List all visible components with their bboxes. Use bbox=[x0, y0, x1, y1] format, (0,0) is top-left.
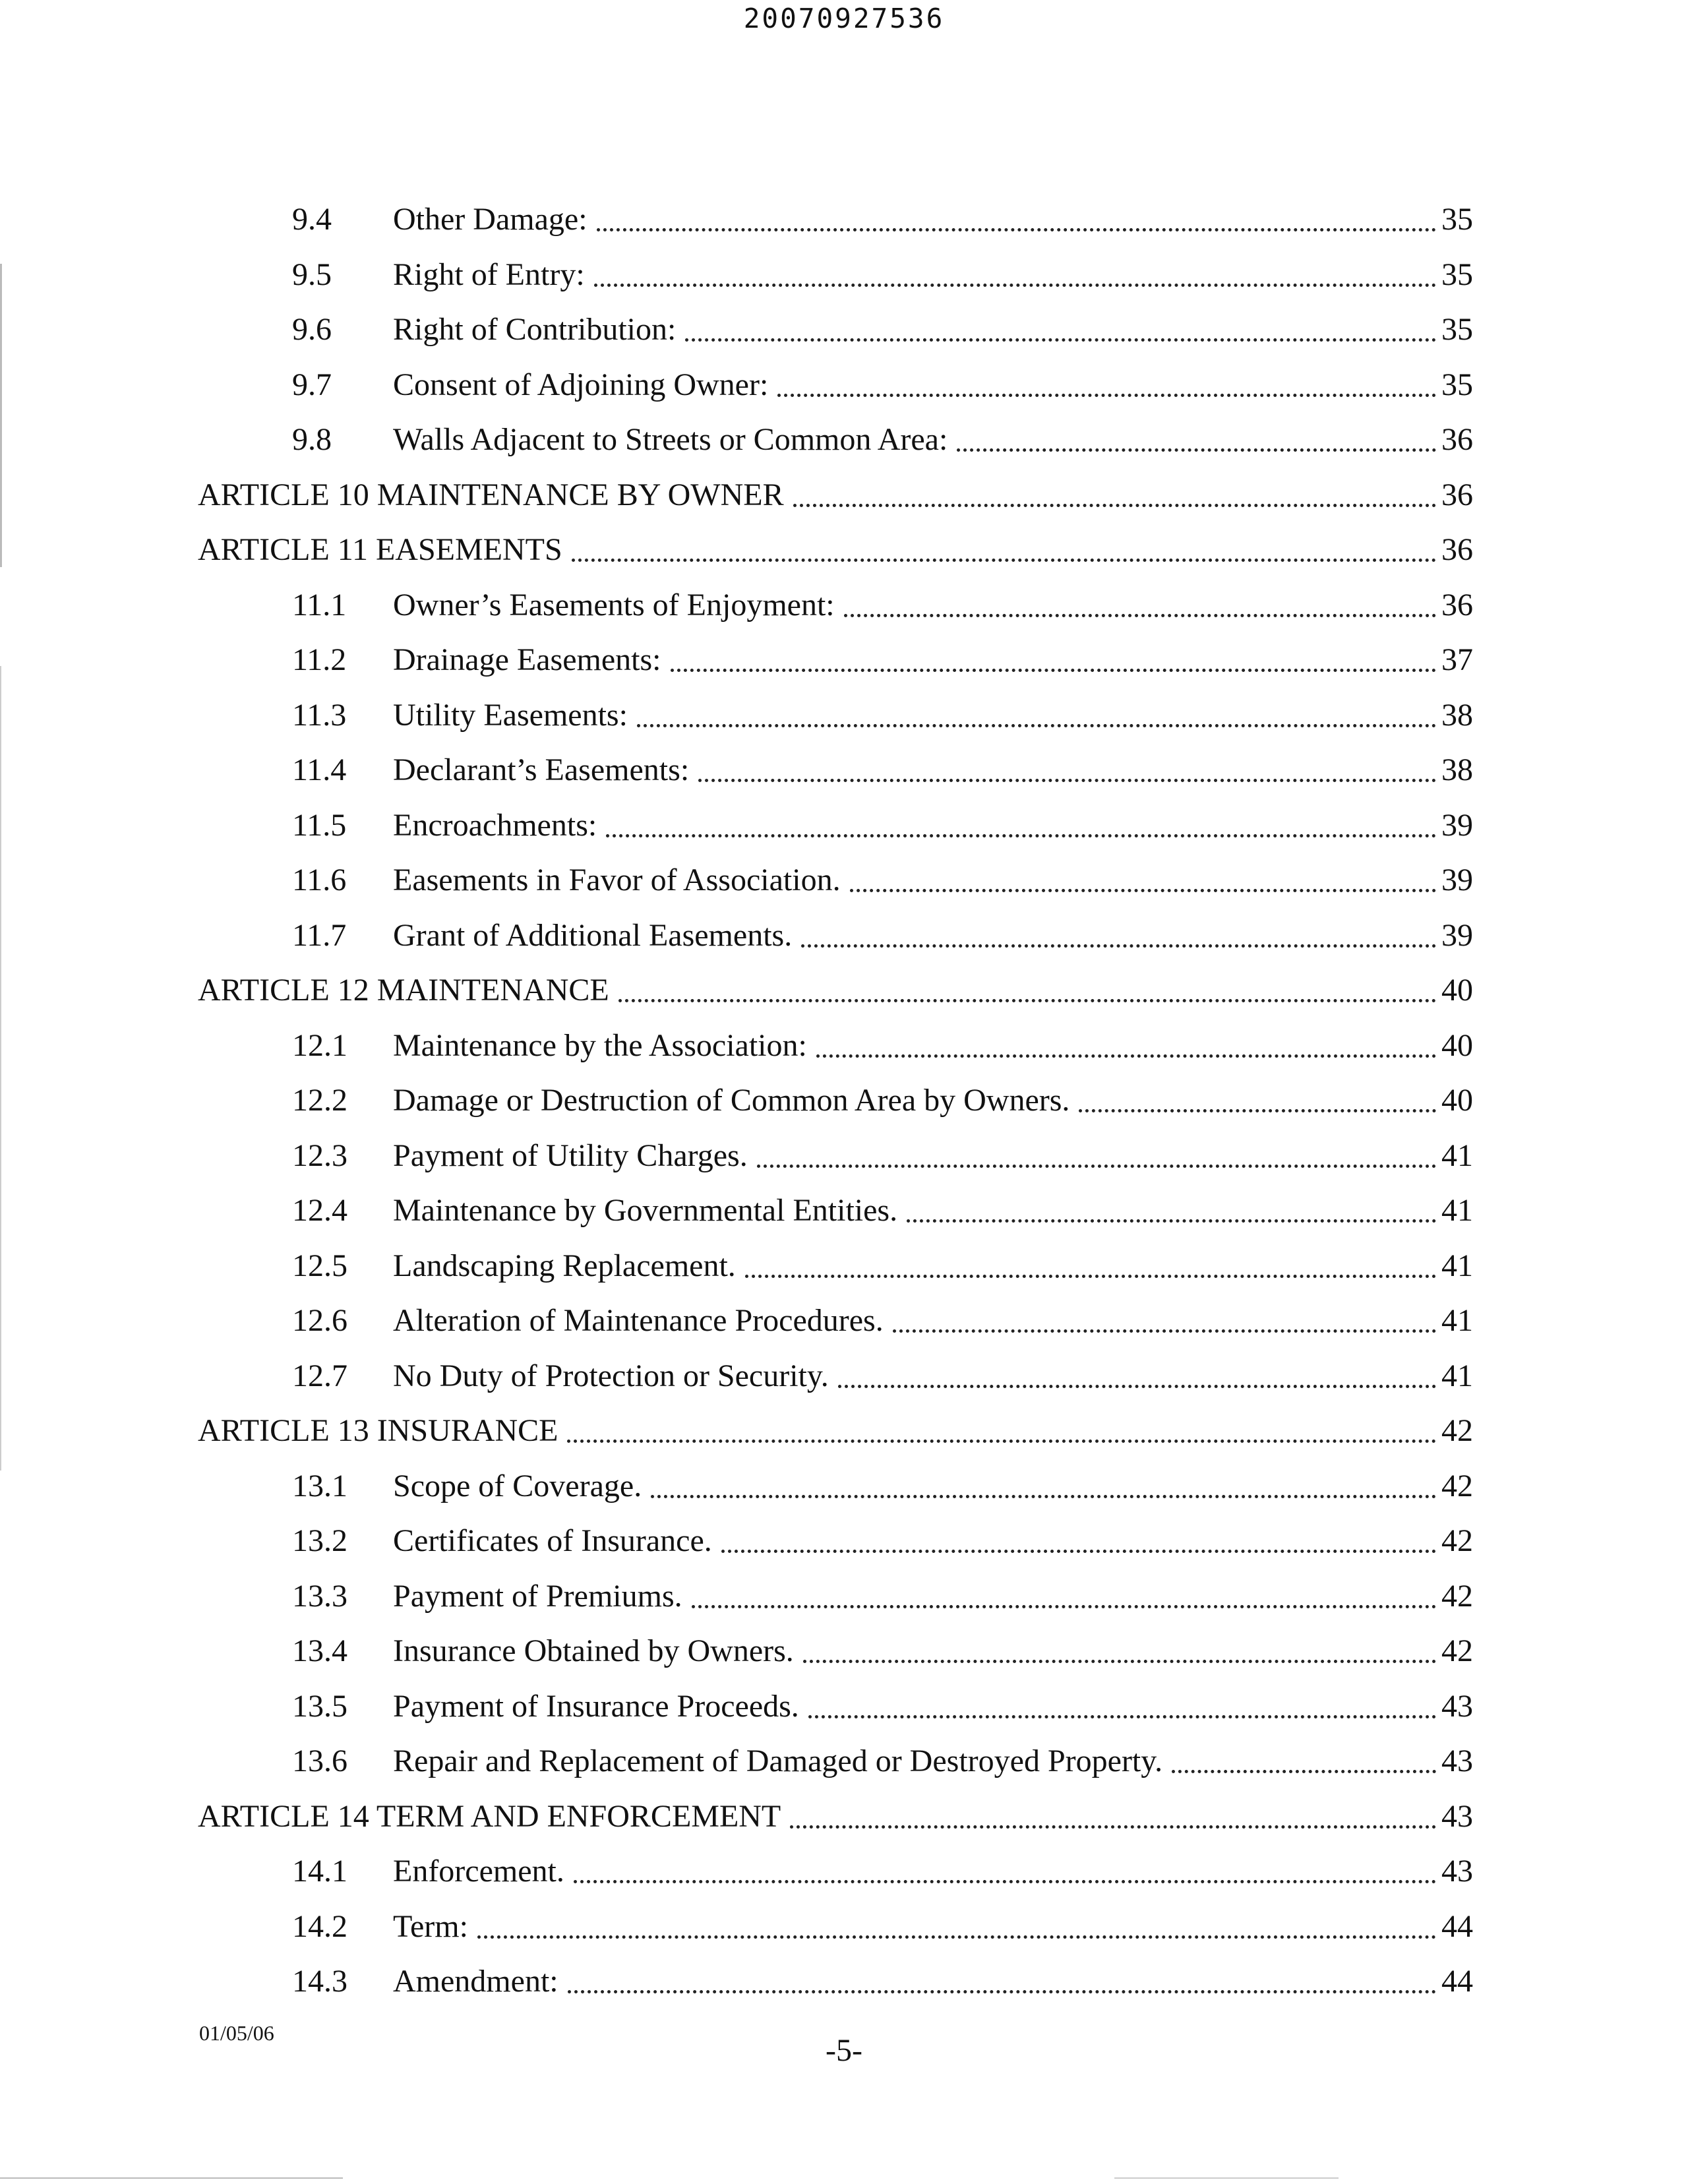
toc-page-number: 42 bbox=[1441, 1578, 1473, 1614]
scan-edge-mark bbox=[0, 666, 1, 1471]
toc-section-number: 11.7 bbox=[292, 917, 347, 953]
toc-entry-line bbox=[393, 1578, 1473, 1614]
dot-leader bbox=[838, 1385, 1436, 1388]
dot-leader bbox=[1172, 1770, 1436, 1773]
toc-section-number: 9.4 bbox=[292, 202, 332, 237]
toc-page-number: 39 bbox=[1441, 917, 1473, 953]
dot-leader bbox=[477, 1935, 1436, 1939]
toc-entry-title: Grant of Additional Easements. bbox=[393, 917, 793, 953]
scan-edge-mark bbox=[0, 2177, 343, 2179]
toc-entry-line bbox=[393, 1138, 1473, 1174]
toc-entry-title: Enforcement. bbox=[393, 1854, 564, 1889]
toc-page-number: 38 bbox=[1441, 752, 1473, 787]
toc-entry-title: Maintenance by the Association: bbox=[393, 1027, 807, 1063]
toc-section-number: 12.4 bbox=[292, 1193, 347, 1228]
toc-page-number: 41 bbox=[1441, 1193, 1473, 1228]
toc-section-row bbox=[0, 917, 1688, 965]
toc-page-number: 41 bbox=[1441, 1138, 1473, 1173]
toc-section-number: 13.5 bbox=[292, 1688, 347, 1724]
toc-entry-line bbox=[393, 697, 1473, 733]
toc-page-number: 36 bbox=[1441, 477, 1473, 512]
toc-section-row bbox=[0, 1578, 1688, 1625]
toc-entry-line bbox=[393, 311, 1473, 348]
toc-entry-line bbox=[198, 1412, 1473, 1449]
toc-page-number: 43 bbox=[1441, 1798, 1473, 1834]
toc-page-number: 39 bbox=[1441, 863, 1473, 897]
dot-leader bbox=[790, 1825, 1436, 1829]
toc-section-number: 13.2 bbox=[292, 1523, 347, 1558]
toc-section-row bbox=[0, 257, 1688, 304]
toc-entry-line bbox=[393, 1027, 1473, 1064]
dot-leader bbox=[745, 1275, 1436, 1278]
toc-section-row bbox=[0, 807, 1688, 855]
toc-page-number: 36 bbox=[1441, 532, 1473, 567]
toc-entry-line bbox=[393, 1358, 1473, 1394]
dot-leader bbox=[685, 338, 1436, 342]
toc-entry-line bbox=[393, 642, 1473, 678]
toc-entry-line bbox=[393, 201, 1473, 237]
toc-section-row bbox=[0, 1633, 1688, 1680]
toc-page-number: 37 bbox=[1441, 642, 1473, 677]
toc-entry-title: ARTICLE 11 EASEMENTS bbox=[198, 532, 562, 567]
toc-article-row bbox=[0, 1412, 1688, 1460]
toc-section-number: 14.2 bbox=[292, 1908, 347, 1944]
dot-leader bbox=[907, 1219, 1436, 1223]
toc-section-row bbox=[0, 1688, 1688, 1736]
toc-page-number: 42 bbox=[1441, 1468, 1473, 1503]
toc-entry-line bbox=[393, 1523, 1473, 1559]
dot-leader bbox=[594, 284, 1436, 287]
dot-leader bbox=[651, 1495, 1436, 1498]
toc-entry-title: Amendment: bbox=[393, 1964, 558, 1999]
toc-entry-line bbox=[198, 1798, 1473, 1835]
toc-section-number: 11.4 bbox=[292, 752, 347, 787]
toc-section-row bbox=[0, 587, 1688, 634]
toc-entry-title: Consent of Adjoining Owner: bbox=[393, 367, 769, 402]
toc-entry-title: Repair and Replacement of Damaged or Destroyed Property. bbox=[393, 1744, 1163, 1778]
toc-entry-title: No Duty of Protection or Security. bbox=[393, 1358, 829, 1393]
dot-leader bbox=[844, 614, 1436, 617]
toc-entry-title: Landscaping Replacement. bbox=[393, 1248, 736, 1283]
toc-section-row bbox=[0, 311, 1688, 359]
toc-section-number: 12.6 bbox=[292, 1303, 347, 1338]
toc-section-row bbox=[0, 1963, 1688, 2011]
toc-entry-line bbox=[393, 1633, 1473, 1669]
toc-section-number: 9.5 bbox=[292, 257, 332, 292]
toc-article-row bbox=[0, 972, 1688, 1019]
toc-section-number: 12.2 bbox=[292, 1083, 347, 1118]
toc-entry-title: Certificates of Insurance. bbox=[393, 1523, 712, 1558]
toc-entry-line bbox=[393, 1908, 1473, 1945]
toc-section-row bbox=[0, 862, 1688, 909]
toc-entry-title: Scope of Coverage. bbox=[393, 1468, 642, 1503]
toc-section-row bbox=[0, 421, 1688, 469]
toc-entry-line bbox=[393, 421, 1473, 458]
toc-section-row bbox=[0, 1192, 1688, 1240]
toc-section-number: 9.6 bbox=[292, 312, 332, 347]
toc-page-number: 35 bbox=[1441, 367, 1473, 402]
dot-leader bbox=[801, 944, 1436, 948]
toc-entry-title: Drainage Easements: bbox=[393, 642, 661, 677]
toc-page-number: 35 bbox=[1441, 257, 1473, 292]
dot-leader bbox=[816, 1054, 1436, 1058]
toc-page-number: 43 bbox=[1441, 1744, 1473, 1778]
toc-section-number: 12.1 bbox=[292, 1027, 347, 1063]
dot-leader bbox=[698, 779, 1436, 782]
toc-entry-line bbox=[198, 477, 1473, 513]
toc-entry-title: Utility Easements: bbox=[393, 697, 628, 733]
toc-entry-title: Easements in Favor of Association. bbox=[393, 863, 841, 897]
dot-leader bbox=[637, 724, 1436, 727]
toc-entry-title: Payment of Utility Charges. bbox=[393, 1138, 748, 1173]
toc-entry-title: Payment of Premiums. bbox=[393, 1578, 682, 1614]
toc-entry-title: Insurance Obtained by Owners. bbox=[393, 1633, 794, 1668]
toc-section-row bbox=[0, 1523, 1688, 1570]
toc-entry-line bbox=[393, 1963, 1473, 1999]
toc-entry-title: ARTICLE 12 MAINTENANCE bbox=[198, 973, 609, 1008]
toc-entry-line bbox=[393, 1468, 1473, 1504]
toc-entry-title: Owner’s Easements of Enjoyment: bbox=[393, 587, 835, 622]
toc-section-row bbox=[0, 1468, 1688, 1515]
toc-section-number: 14.3 bbox=[292, 1964, 347, 1999]
toc-entry-line bbox=[393, 862, 1473, 898]
toc-entry-title: Declarant’s Easements: bbox=[393, 752, 690, 787]
toc-entry-line bbox=[393, 1082, 1473, 1118]
toc-entry-line bbox=[393, 752, 1473, 788]
toc-section-number: 11.6 bbox=[292, 863, 347, 897]
dot-leader bbox=[777, 394, 1436, 397]
toc-section-row bbox=[0, 1302, 1688, 1350]
dot-leader bbox=[893, 1329, 1436, 1333]
toc-section-number: 11.3 bbox=[292, 697, 347, 733]
toc-page-number: 41 bbox=[1441, 1248, 1473, 1283]
document-number: 20070927536 bbox=[743, 3, 945, 34]
toc-section-number: 12.7 bbox=[292, 1358, 347, 1393]
toc-entry-line bbox=[393, 367, 1473, 403]
dot-leader bbox=[692, 1605, 1436, 1608]
toc-section-row bbox=[0, 697, 1688, 744]
toc-section-number: 11.2 bbox=[292, 642, 347, 677]
dot-leader bbox=[618, 999, 1436, 1002]
toc-entry-line bbox=[393, 917, 1473, 954]
dot-leader bbox=[793, 504, 1436, 507]
scan-edge-mark bbox=[0, 264, 2, 567]
toc-entry-line bbox=[393, 587, 1473, 623]
dot-leader bbox=[671, 669, 1437, 672]
toc-page-number: 40 bbox=[1441, 1083, 1473, 1118]
dot-leader bbox=[597, 228, 1436, 231]
dot-leader bbox=[574, 1880, 1436, 1883]
toc-section-number: 12.5 bbox=[292, 1248, 347, 1283]
toc-section-row bbox=[0, 1743, 1688, 1790]
toc-section-row bbox=[0, 367, 1688, 414]
toc-entry-line bbox=[393, 807, 1473, 843]
toc-section-number: 13.1 bbox=[292, 1468, 347, 1503]
toc-section-number: 9.8 bbox=[292, 422, 332, 457]
toc-page-number: 36 bbox=[1441, 422, 1473, 457]
toc-entry-line bbox=[393, 257, 1473, 293]
dot-leader bbox=[567, 1440, 1436, 1443]
toc-entry-line bbox=[198, 531, 1473, 568]
toc-section-row bbox=[0, 201, 1688, 249]
toc-entry-title: ARTICLE 10 MAINTENANCE BY OWNER bbox=[198, 477, 784, 512]
toc-page-number: 40 bbox=[1441, 973, 1473, 1008]
dot-leader bbox=[572, 559, 1436, 562]
toc-section-number: 11.5 bbox=[292, 807, 347, 843]
toc-article-row bbox=[0, 1798, 1688, 1846]
toc-entry-line bbox=[393, 1248, 1473, 1284]
toc-page-number: 43 bbox=[1441, 1688, 1473, 1724]
toc-page-number: 41 bbox=[1441, 1303, 1473, 1338]
toc-page-number: 43 bbox=[1441, 1854, 1473, 1889]
toc-section-row bbox=[0, 1248, 1688, 1295]
dot-leader bbox=[850, 889, 1436, 892]
toc-section-number: 13.4 bbox=[292, 1633, 347, 1668]
toc-entry-line bbox=[393, 1688, 1473, 1724]
toc-entry-title: Maintenance by Governmental Entities. bbox=[393, 1193, 898, 1228]
toc-article-row bbox=[0, 477, 1688, 524]
toc-entry-line bbox=[393, 1743, 1473, 1779]
toc-entry-title: ARTICLE 13 INSURANCE bbox=[198, 1413, 558, 1448]
toc-entry-title: Right of Entry: bbox=[393, 257, 585, 292]
toc-page-number: 42 bbox=[1441, 1633, 1473, 1668]
toc-article-row bbox=[0, 531, 1688, 579]
dot-leader bbox=[1079, 1109, 1436, 1112]
toc-page-number: 42 bbox=[1441, 1413, 1473, 1448]
toc-entry-line bbox=[393, 1853, 1473, 1889]
dot-leader bbox=[757, 1165, 1436, 1168]
toc-entry-title: Walls Adjacent to Streets or Common Area: bbox=[393, 422, 948, 457]
toc-entry-title: Right of Contribution: bbox=[393, 312, 677, 347]
toc-page-number: 35 bbox=[1441, 312, 1473, 347]
toc-page-number: 36 bbox=[1441, 587, 1473, 622]
toc-section-row bbox=[0, 1908, 1688, 1956]
page-number: -5- bbox=[826, 2033, 862, 2068]
toc-section-number: 12.3 bbox=[292, 1138, 347, 1173]
footer-date: 01/05/06 bbox=[199, 2021, 274, 2045]
toc-section-row bbox=[0, 1027, 1688, 1075]
toc-page-number: 44 bbox=[1441, 1964, 1473, 1999]
toc-section-row bbox=[0, 752, 1688, 799]
toc-section-row bbox=[0, 1853, 1688, 1900]
dot-leader bbox=[606, 834, 1436, 837]
toc-section-number: 13.3 bbox=[292, 1578, 347, 1614]
toc-entry-line bbox=[198, 972, 1473, 1008]
dot-leader bbox=[568, 1990, 1436, 1993]
scan-edge-mark bbox=[1114, 2177, 1339, 2179]
toc-section-number: 11.1 bbox=[292, 587, 347, 622]
dot-leader bbox=[808, 1715, 1436, 1718]
toc-section-number: 14.1 bbox=[292, 1854, 347, 1889]
toc-section-row bbox=[0, 1358, 1688, 1405]
toc-entry-line bbox=[393, 1192, 1473, 1228]
toc-section-number: 13.6 bbox=[292, 1744, 347, 1778]
toc-page-number: 41 bbox=[1441, 1358, 1473, 1393]
toc-section-number: 9.7 bbox=[292, 367, 332, 402]
toc-entry-line bbox=[393, 1302, 1473, 1339]
toc-page-number: 39 bbox=[1441, 807, 1473, 843]
toc-section-row bbox=[0, 642, 1688, 689]
toc-section-row bbox=[0, 1138, 1688, 1185]
dot-leader bbox=[957, 448, 1436, 452]
toc-page-number: 35 bbox=[1441, 202, 1473, 237]
dot-leader bbox=[803, 1660, 1436, 1663]
toc-entry-title: Term: bbox=[393, 1908, 468, 1944]
toc-entry-title: ARTICLE 14 TERM AND ENFORCEMENT bbox=[198, 1798, 781, 1834]
toc-entry-title: Other Damage: bbox=[393, 202, 588, 237]
toc-entry-title: Encroachments: bbox=[393, 807, 597, 843]
toc-section-row bbox=[0, 1082, 1688, 1130]
dot-leader bbox=[721, 1550, 1436, 1553]
toc-page-number: 38 bbox=[1441, 697, 1473, 733]
toc-page-number: 40 bbox=[1441, 1027, 1473, 1063]
toc-entry-title: Damage or Destruction of Common Area by Owners. bbox=[393, 1083, 1070, 1118]
toc-page-number: 42 bbox=[1441, 1523, 1473, 1558]
toc-entry-title: Payment of Insurance Proceeds. bbox=[393, 1688, 799, 1724]
toc-entry-title: Alteration of Maintenance Procedures. bbox=[393, 1303, 884, 1338]
toc-page-number: 44 bbox=[1441, 1908, 1473, 1944]
